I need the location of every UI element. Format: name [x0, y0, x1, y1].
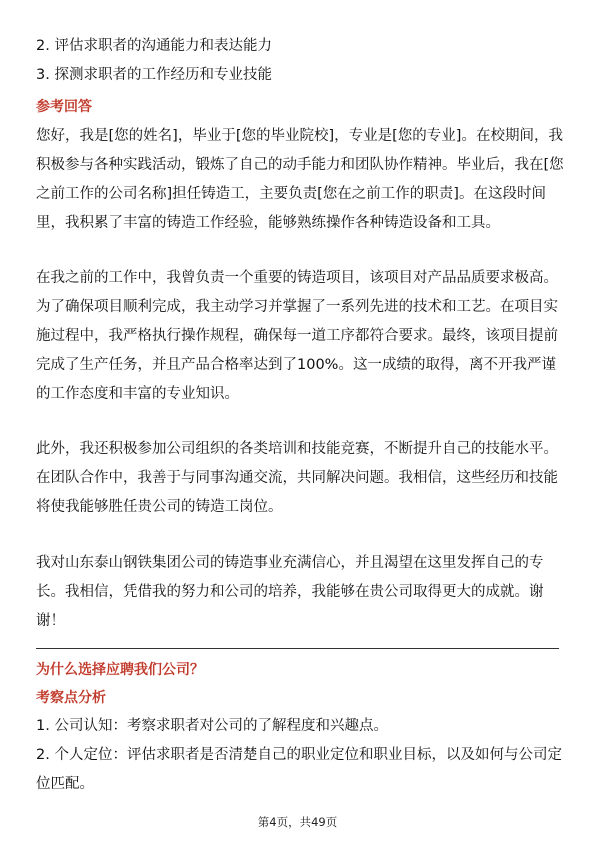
- analysis-item: 1. 公司认知：考察求职者对公司的了解程度和兴趣点。: [36, 718, 388, 734]
- paragraph-line: 在团队合作中，我善于与同事沟通交流，共同解决问题。我相信，这些经历和技能: [36, 470, 558, 486]
- analysis-item: 位匹配。: [36, 776, 94, 792]
- answer-heading: 参考回答: [36, 99, 92, 115]
- paragraph-line: 施过程中，我严格执行操作规程，确保每一道工序都符合要求。最终，该项目提前: [36, 328, 558, 344]
- paragraph-line: 里，我积累了丰富的铸造工作经验，能够熟练操作各种铸造设备和工具。: [36, 215, 500, 231]
- page-number-footer: 第4页，共49页: [257, 815, 338, 829]
- paragraph-line: 将使我能够胜任贵公司的铸造工岗位。: [36, 499, 283, 515]
- paragraph-line: 此外，我还积极参加公司组织的各类培训和技能竞赛，不断提升自己的技能水平。: [36, 441, 558, 457]
- list-item: 3. 探测求职者的工作经历和专业技能: [36, 67, 272, 83]
- analysis-item: 2. 个人定位：评估求职者是否清楚自己的职业定位和职业目标，以及如何与公司定: [36, 747, 562, 763]
- paragraph-line: 为了确保项目顺利完成，我主动学习并掌握了一系列先进的技术和工艺。在项目实: [36, 299, 558, 315]
- list-item: 2. 评估求职者的沟通能力和表达能力: [36, 38, 272, 54]
- paragraph-line: 之前工作的公司名称]担任铸造工，主要负责[您在之前工作的职责]。在这段时间: [36, 186, 546, 202]
- paragraph-line: 您好，我是[您的姓名]，毕业于[您的毕业院校]，专业是[您的专业]。在校期间，我: [36, 128, 563, 144]
- analysis-heading: 考察点分析: [36, 690, 106, 706]
- question-heading: 为什么选择应聘我们公司？: [36, 662, 204, 678]
- paragraph-line: 谢！: [36, 613, 65, 629]
- paragraph-line: 完成了生产任务，并且产品合格率达到了100%。这一成绩的取得，离不开我严谨: [36, 357, 556, 373]
- paragraph-line: 的工作态度和丰富的专业知识。: [36, 386, 239, 402]
- paragraph-line: 长。我相信，凭借我的努力和公司的培养，我能够在贵公司取得更大的成就。谢: [36, 584, 544, 600]
- paragraph-line: 积极参与各种实践活动，锻炼了自己的动手能力和团队协作精神。毕业后，我在[您: [36, 157, 564, 173]
- paragraph-line: 在我之前的工作中，我曾负责一个重要的铸造项目，该项目对产品品质要求极高。: [36, 270, 558, 286]
- section-divider: [36, 648, 559, 649]
- paragraph-line: 我对山东泰山钢铁集团公司的铸造事业充满信心，并且渴望在这里发挥自己的专: [36, 555, 544, 571]
